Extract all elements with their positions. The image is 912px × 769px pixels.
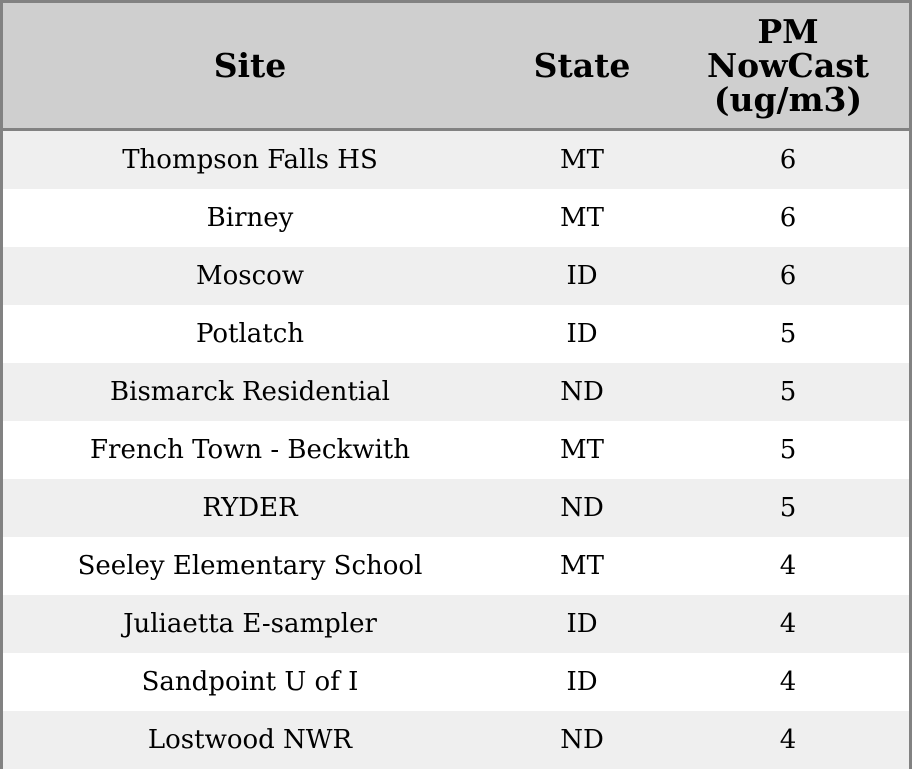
- table-row: [3, 189, 909, 247]
- site-cell: Potlatch: [195, 319, 305, 349]
- state-cell: MT: [560, 551, 604, 581]
- table-row: [3, 421, 909, 479]
- pm-value-cell: 5: [779, 493, 797, 523]
- site-cell: French Town - Beckwith: [89, 435, 411, 465]
- site-cell: Sandpoint U of I: [141, 667, 359, 697]
- table-row: [3, 363, 909, 421]
- pm-value-cell: 6: [779, 261, 797, 291]
- site-cell: Thompson Falls HS: [122, 145, 378, 175]
- table-row: [3, 595, 909, 653]
- pm-value-cell: 5: [779, 319, 797, 349]
- column-header-pm-line-2: NowCast: [706, 45, 870, 85]
- state-cell: MT: [560, 203, 604, 233]
- table-body: [3, 131, 909, 769]
- pm-value-cell: 4: [779, 551, 797, 581]
- site-cell: RYDER: [202, 493, 298, 523]
- table-row: [3, 131, 909, 189]
- column-header-state: [497, 3, 667, 128]
- pm-value-cell: 5: [779, 377, 797, 407]
- column-header-pm-line-3: (ug/m3): [713, 79, 863, 119]
- state-cell: MT: [560, 435, 604, 465]
- table-row: [3, 653, 909, 711]
- state-cell: ND: [560, 377, 604, 407]
- state-cell: ND: [560, 725, 604, 755]
- table-row: [3, 711, 909, 769]
- state-cell: ID: [566, 319, 598, 349]
- table-row: [3, 479, 909, 537]
- column-header-pm-nowcast: [667, 3, 909, 128]
- state-cell: ID: [566, 261, 598, 291]
- column-header-pm-line-1: PM: [757, 11, 819, 51]
- column-header-state-label: State: [533, 45, 631, 85]
- column-header-site-label: Site: [213, 45, 287, 85]
- site-cell: Lostwood NWR: [147, 725, 353, 755]
- site-cell: Moscow: [195, 261, 305, 291]
- column-header-site: [3, 3, 497, 128]
- state-cell: ND: [560, 493, 604, 523]
- state-cell: ID: [566, 667, 598, 697]
- site-cell: Juliaetta E-sampler: [123, 609, 377, 639]
- pm-value-cell: 6: [779, 145, 797, 175]
- state-cell: ID: [566, 609, 598, 639]
- pm-value-cell: 4: [779, 667, 797, 697]
- pm-value-cell: 6: [779, 203, 797, 233]
- site-cell: Bismarck Residential: [110, 377, 390, 407]
- table-header-row: [3, 3, 909, 131]
- pm-value-cell: 4: [779, 725, 797, 755]
- site-cell: Birney: [206, 203, 294, 233]
- table-row: [3, 305, 909, 363]
- state-cell: MT: [560, 145, 604, 175]
- table-row: [3, 247, 909, 305]
- pm-value-cell: 5: [779, 435, 797, 465]
- table-row: [3, 537, 909, 595]
- pm-value-cell: 4: [779, 609, 797, 639]
- site-cell: Seeley Elementary School: [77, 551, 423, 581]
